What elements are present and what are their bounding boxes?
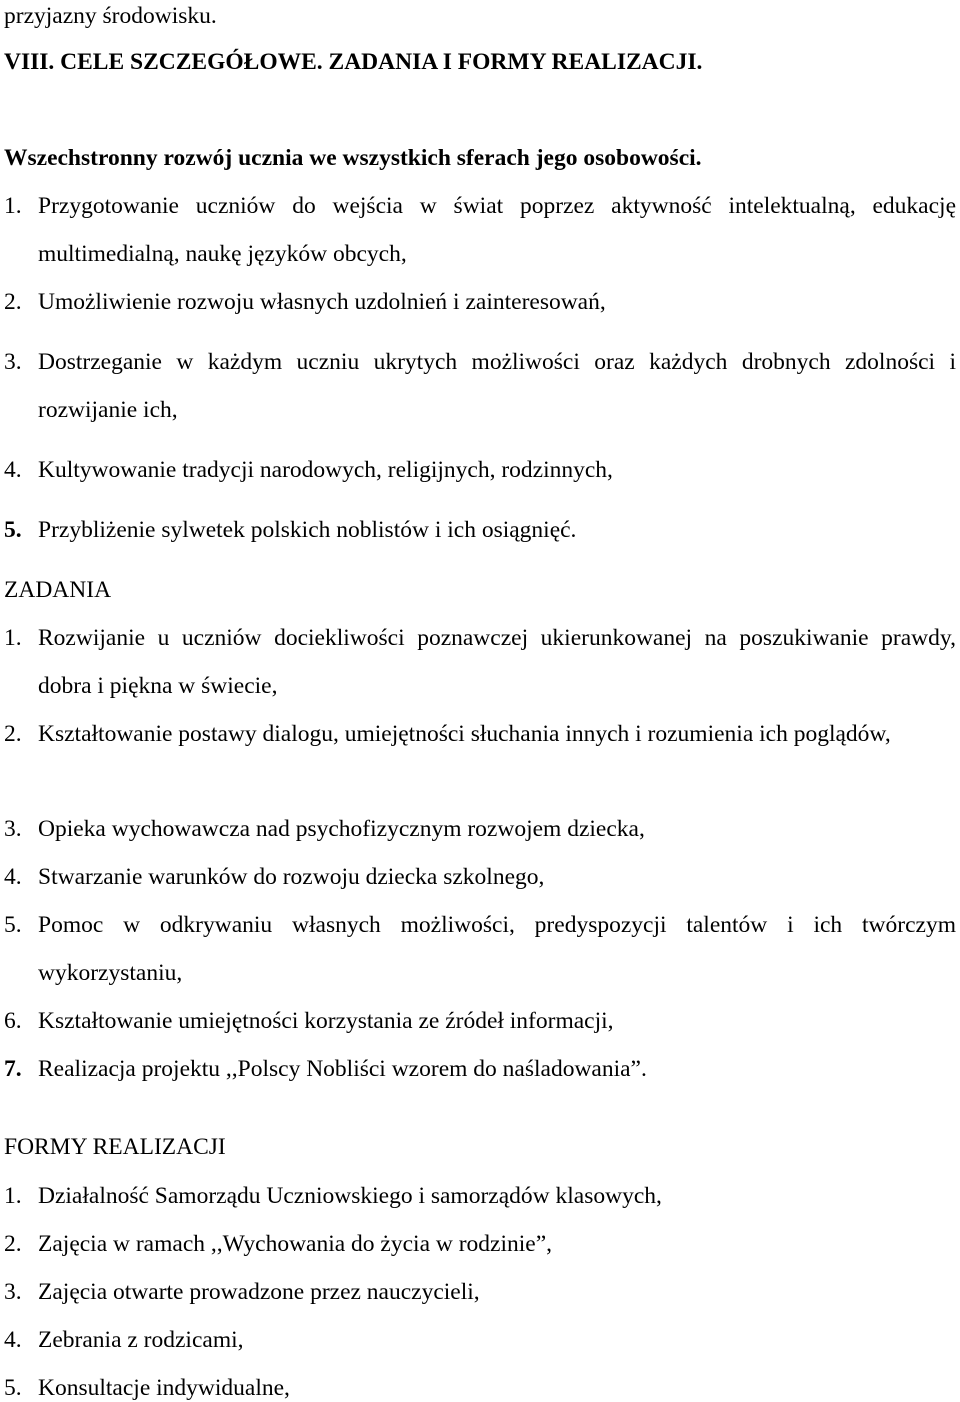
- goal-item-4-text: Kultywowanie tradycji narodowych, religijnych, rodzinnych,: [38, 457, 613, 483]
- tasks-heading: ZADANIA: [4, 577, 112, 603]
- intro-tail-text: przyjazny środowisku.: [4, 3, 217, 29]
- goal-item-1-text: Przygotowanie uczniów do wejścia w świat poprzez aktywność intelektualną, edukację multimedialną, naukę języków obcych,: [38, 193, 956, 267]
- task-item-4-text: Stwarzanie warunków do rozwoju dziecka szkolnego,: [38, 864, 545, 890]
- form-item-1-text: Działalność Samorządu Uczniowskiego i samorządów klasowych,: [38, 1183, 662, 1209]
- goal-item-3-number: 3.: [4, 349, 22, 375]
- form-item-1-number: 1.: [4, 1183, 22, 1209]
- form-item-4-number: 4.: [4, 1327, 22, 1353]
- task-item-1-number: 1.: [4, 625, 22, 651]
- task-item-3-number: 3.: [4, 816, 22, 842]
- form-item-2-number: 2.: [4, 1231, 22, 1257]
- task-item-5-number: 5.: [4, 912, 22, 938]
- task-item-2-text: Kształtowanie postawy dialogu, umiejętności słuchania innych i rozumienia ich poglądów,: [38, 721, 891, 747]
- task-item-5-text: Pomoc w odkrywaniu własnych możliwości, predyspozycji talentów i ich twórczym wykorzystaniu,: [38, 912, 956, 986]
- goal-item-2-number: 2.: [4, 289, 22, 315]
- form-item-5-number: 5.: [4, 1375, 22, 1401]
- goal-item-2-text: Umożliwienie rozwoju własnych uzdolnień i zainteresowań,: [38, 289, 606, 315]
- task-item-7-number: 7.: [4, 1056, 22, 1082]
- form-item-3-text: Zajęcia otwarte prowadzone przez nauczycieli,: [38, 1279, 480, 1305]
- forms-heading: FORMY REALIZACJI: [4, 1134, 226, 1160]
- task-item-2-number: 2.: [4, 721, 22, 747]
- goal-heading: Wszechstronny rozwój ucznia we wszystkich sferach jego osobowości.: [4, 145, 702, 171]
- section-heading: VIII. CELE SZCZEGÓŁOWE. ZADANIA I FORMY REALIZACJI.: [4, 49, 703, 75]
- form-item-5-text: Konsultacje indywidualne,: [38, 1375, 290, 1401]
- task-item-6-number: 6.: [4, 1008, 22, 1034]
- goal-item-3-text: Dostrzeganie w każdym uczniu ukrytych możliwości oraz każdych drobnych zdolności i rozwijanie ich,: [38, 349, 956, 423]
- form-item-3-number: 3.: [4, 1279, 22, 1305]
- goal-item-5-number: 5.: [4, 517, 22, 543]
- goal-item-4-number: 4.: [4, 457, 22, 483]
- task-item-3-text: Opieka wychowawcza nad psychofizycznym rozwojem dziecka,: [38, 816, 645, 842]
- task-item-7-text: Realizacja projektu ,,Polscy Nobliści wzorem do naśladowania”.: [38, 1056, 647, 1082]
- form-item-4-text: Zebrania z rodzicami,: [38, 1327, 244, 1353]
- form-item-2-text: Zajęcia w ramach ,,Wychowania do życia w rodzinie”,: [38, 1231, 553, 1257]
- task-item-6-text: Kształtowanie umiejętności korzystania ze źródeł informacji,: [38, 1008, 614, 1034]
- goal-item-5-text: Przybliżenie sylwetek polskich noblistów i ich osiągnięć.: [38, 517, 577, 543]
- task-item-1-text: Rozwijanie u uczniów dociekliwości poznawczej ukierunkowanej na poszukiwanie prawdy, dobra i piękna w świecie,: [38, 625, 956, 699]
- task-item-4-number: 4.: [4, 864, 22, 890]
- goal-item-1-number: 1.: [4, 193, 22, 219]
